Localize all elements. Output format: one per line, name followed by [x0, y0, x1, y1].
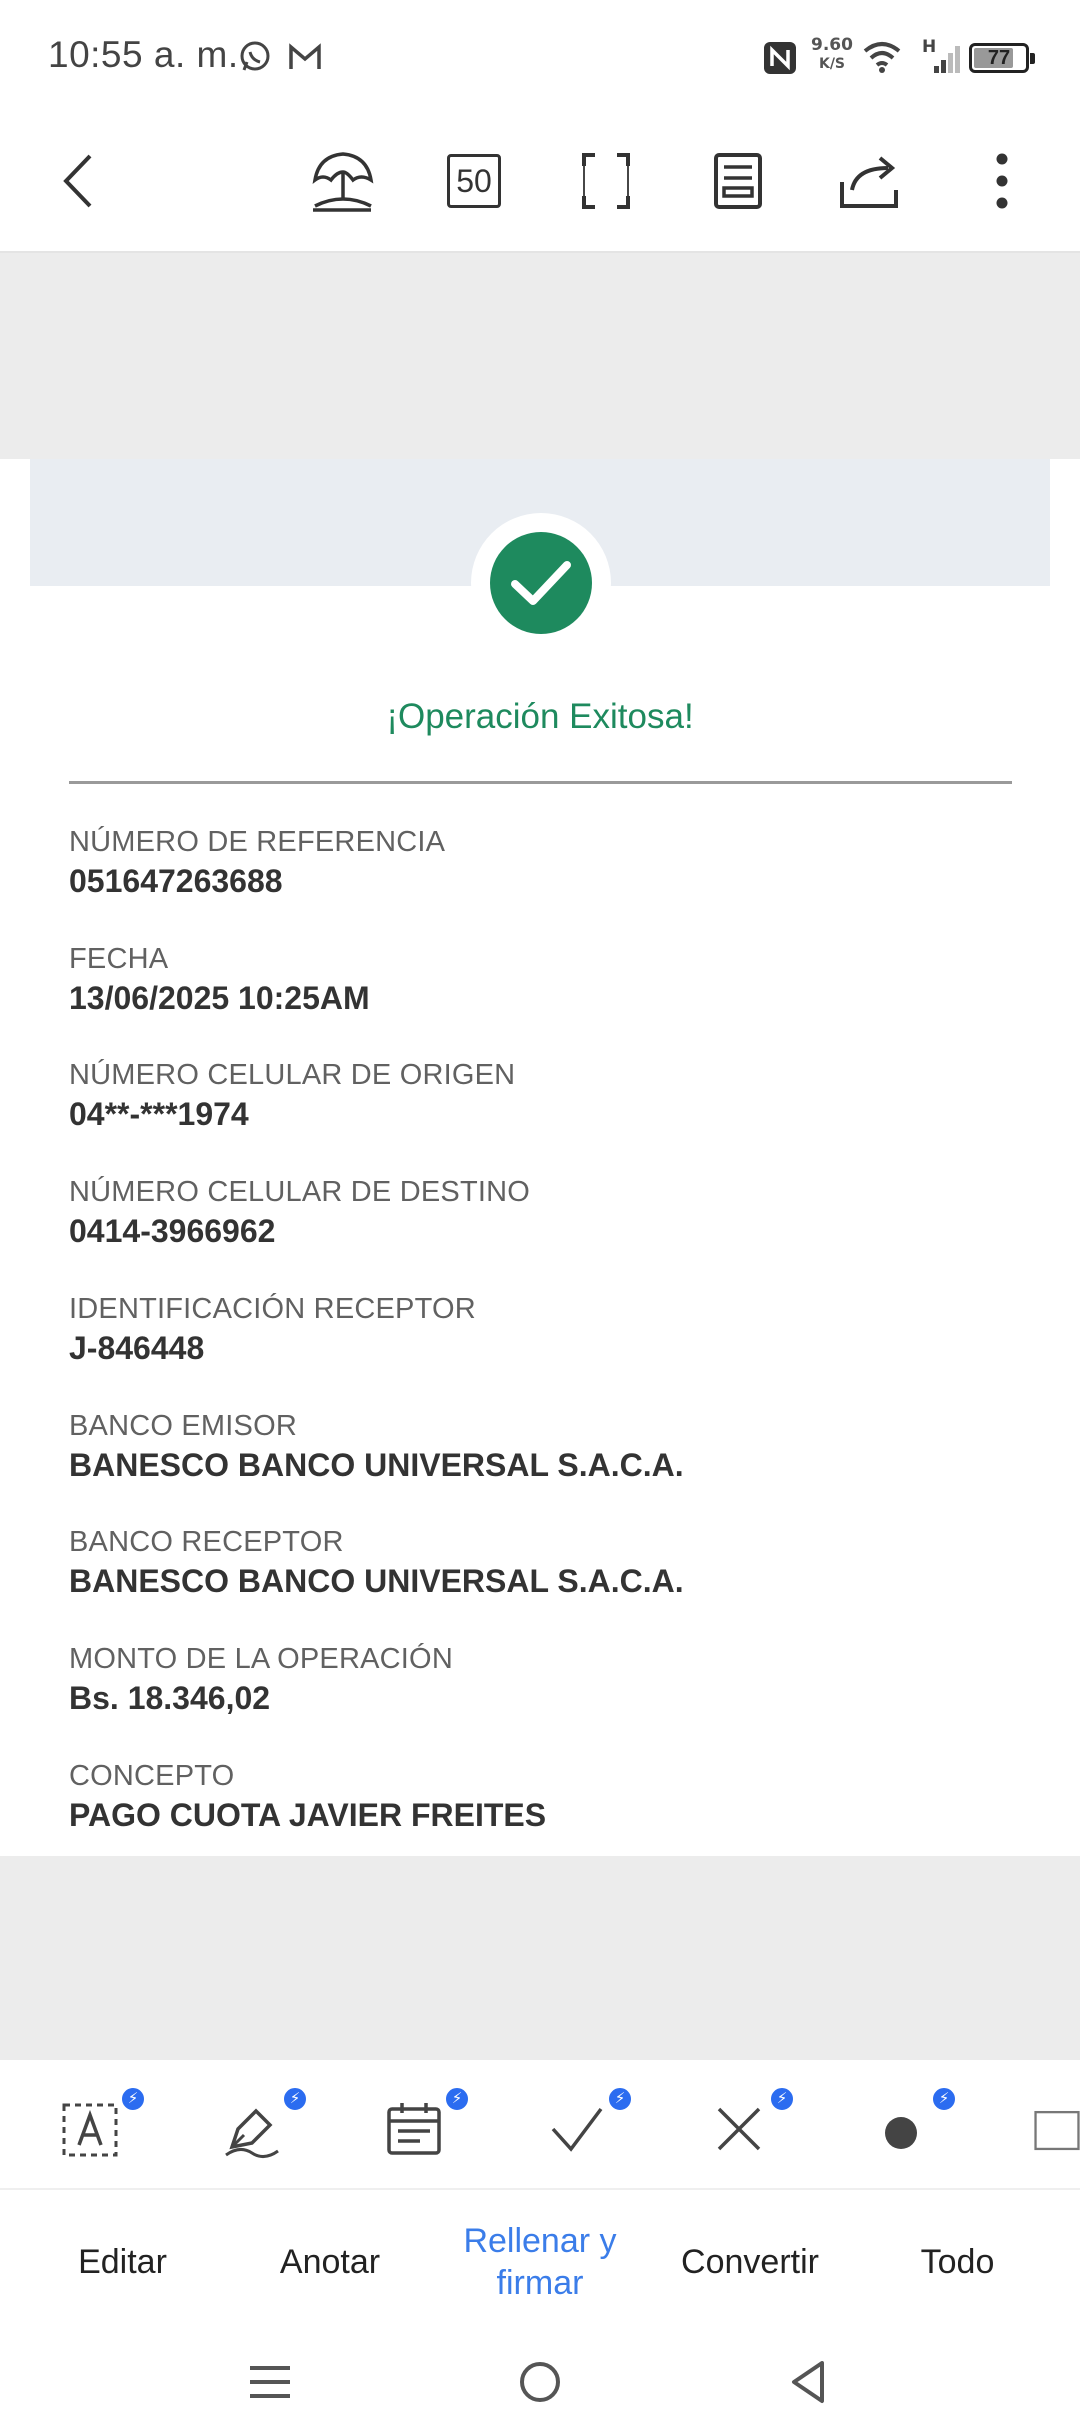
signature-pen-icon	[222, 2099, 282, 2159]
tab-convertir[interactable]: Convertir	[681, 2243, 819, 2281]
back-button[interactable]	[40, 143, 116, 219]
page-layout-button[interactable]	[700, 143, 776, 219]
back-nav-button[interactable]	[778, 2352, 838, 2412]
share-button[interactable]	[832, 143, 908, 219]
fill-sign-tools	[0, 2060, 1080, 2190]
dot-tool-button[interactable]	[866, 2090, 950, 2164]
field-concept: CONCEPTO PAGO CUOTA JAVIER FREITES	[69, 1760, 547, 1833]
checkmark-icon	[547, 2099, 607, 2159]
app-toolbar	[0, 118, 1080, 253]
success-badge	[471, 513, 611, 653]
rectangle-icon	[1034, 2099, 1080, 2159]
layout-icon	[713, 152, 763, 210]
tab-todo[interactable]: Todo	[920, 2243, 995, 2281]
zoom-button[interactable]	[436, 143, 512, 219]
cross-icon	[709, 2099, 769, 2159]
field-origin-phone: NÚMERO CELULAR DE ORIGEN 04**-***1974	[69, 1059, 516, 1132]
check-tool-button[interactable]	[542, 2090, 626, 2164]
share-icon	[838, 152, 902, 210]
status-bar	[0, 0, 1080, 118]
back-triangle-icon	[788, 2359, 828, 2405]
menu-icon	[248, 2360, 292, 2404]
reading-mode-button[interactable]	[304, 143, 380, 219]
zoom-level: 50	[447, 154, 501, 208]
network-speed: 9.60 K/S	[811, 35, 853, 72]
text-box-icon	[60, 2099, 120, 2159]
premium-badge-icon: ⚡	[443, 2085, 471, 2113]
mode-tabs	[0, 2192, 1080, 2332]
cross-tool-button[interactable]	[704, 2090, 788, 2164]
premium-badge-icon: ⚡	[930, 2085, 958, 2113]
calendar-icon	[384, 2099, 444, 2159]
more-tools-partial[interactable]	[1034, 2094, 1080, 2164]
more-options-button[interactable]	[964, 143, 1040, 219]
premium-badge-icon: ⚡	[281, 2085, 309, 2113]
tab-editar[interactable]: Editar	[78, 2243, 167, 2281]
success-title: ¡Operación Exitosa!	[386, 697, 694, 736]
beach-umbrella-icon	[309, 150, 375, 212]
signal-icon	[922, 36, 962, 81]
system-nav-bar	[0, 2332, 1080, 2436]
fullscreen-button[interactable]	[568, 143, 644, 219]
home-button[interactable]	[510, 2352, 570, 2412]
date-tool-button[interactable]	[379, 2090, 463, 2164]
svg-text:H: H	[922, 37, 937, 57]
tab-rellenar-y-firmar[interactable]: Rellenar y firmar	[463, 2222, 617, 2302]
whatsapp-icon	[238, 40, 272, 79]
divider	[69, 781, 1012, 784]
fullscreen-icon	[581, 152, 631, 210]
signature-tool-button[interactable]	[217, 2090, 301, 2164]
receipt-page	[0, 459, 1080, 1856]
status-time: 10:55 a. m.	[48, 34, 239, 75]
check-icon	[509, 558, 573, 608]
back-icon	[58, 151, 98, 211]
premium-badge-icon: ⚡	[119, 2085, 147, 2113]
field-receiver-id: IDENTIFICACIÓN RECEPTOR J-846448	[69, 1293, 476, 1366]
field-reference: NÚMERO DE REFERENCIA 051647263688	[69, 826, 446, 899]
premium-badge-icon: ⚡	[768, 2085, 796, 2113]
field-issuing-bank: BANCO EMISOR BANESCO BANCO UNIVERSAL S.A.C.A.	[69, 1410, 684, 1483]
premium-badge-icon: ⚡	[606, 2085, 634, 2113]
gmail-icon	[288, 42, 322, 77]
nfc-icon	[762, 40, 798, 81]
field-date: FECHA 13/06/2025 10:25AM	[69, 943, 370, 1016]
wifi-icon	[862, 40, 902, 79]
field-receiving-bank: BANCO RECEPTOR BANESCO BANCO UNIVERSAL S.A.C.A.	[69, 1526, 684, 1599]
text-tool-button[interactable]	[55, 2090, 139, 2164]
field-amount: MONTO DE LA OPERACIÓN Bs. 18.346,02	[69, 1643, 453, 1716]
recents-button[interactable]	[240, 2352, 300, 2412]
home-circle-icon	[517, 2359, 563, 2405]
tab-anotar[interactable]: Anotar	[279, 2243, 381, 2281]
more-icon	[995, 151, 1009, 211]
dot-icon	[871, 2099, 931, 2159]
battery-indicator: 77	[969, 43, 1029, 73]
field-destination-phone: NÚMERO CELULAR DE DESTINO 0414-3966962	[69, 1176, 531, 1249]
